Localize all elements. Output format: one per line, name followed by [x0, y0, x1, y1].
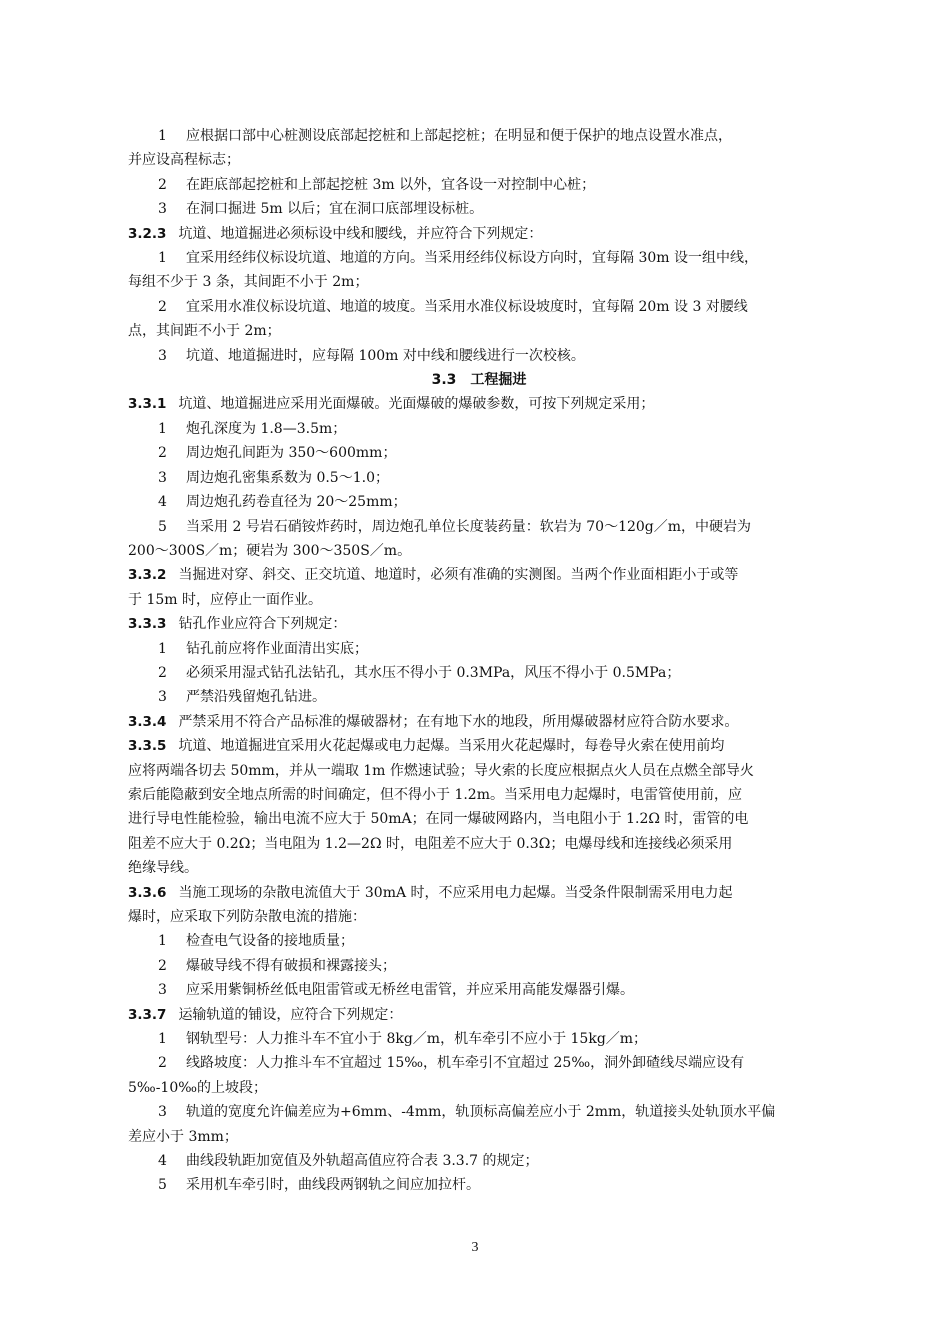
list-item	[128, 1051, 830, 1075]
clause	[128, 1003, 830, 1027]
clause	[128, 222, 830, 246]
clause	[128, 734, 830, 758]
clause	[128, 881, 830, 905]
item-number: 1	[158, 640, 167, 657]
item-number: 5	[158, 1177, 167, 1194]
item-number: 3	[158, 982, 167, 999]
item-number: 1	[158, 933, 167, 950]
continuation-line: 200～300S／m；硬岩为 300～350S／m。	[128, 542, 412, 559]
continuation-line: 并应设高程标志；	[128, 152, 240, 169]
section-title: 工程掘进	[470, 372, 527, 389]
clause-number: 3.3.5	[128, 738, 167, 755]
continuation-line: 进行导电性能检验，输出电流不应大于 50mA；在同一爆破网路内，当电阻小于 1.2Ω 时，雷管的电	[128, 811, 749, 828]
item-number: 2	[158, 445, 167, 462]
continuation-line: 5‰-10‰的上坡段；	[128, 1079, 268, 1096]
item-number: 2	[158, 957, 167, 974]
clause-text: 当掘进对穿、斜交、正交坑道、地道时，必须有准确的实测图。当两个作业面相距小于或等	[178, 567, 739, 584]
list-item	[128, 685, 830, 709]
item-number: 4	[158, 1153, 167, 1170]
continuation-line: 点，其间距不小于 2m；	[128, 323, 281, 340]
list-item	[128, 954, 830, 978]
clause-text: 钻孔作业应符合下列规定：	[178, 616, 347, 633]
item-text: 周边炮孔密集系数为 0.5～1.0；	[186, 469, 389, 486]
item-number: 3	[158, 469, 167, 486]
list-item	[128, 1100, 830, 1124]
document-body	[128, 124, 830, 1198]
list-item	[128, 295, 830, 319]
clause	[128, 563, 830, 587]
continuation-line: 阻差不应大于 0.2Ω；当电阻为 1.2—2Ω 时，电阻差不应大于 0.3Ω；电爆母线和连接线必须采用	[128, 835, 733, 852]
continuation-line: 差应小于 3mm；	[128, 1128, 238, 1145]
clause-number: 3.3.6	[128, 884, 167, 901]
list-item	[128, 929, 830, 953]
item-text: 爆破导线不得有破损和裸露接头；	[186, 957, 396, 974]
clause-number: 3.2.3	[128, 225, 167, 242]
clause-number: 3.3.3	[128, 616, 167, 633]
item-number: 3	[158, 689, 167, 706]
section-heading	[128, 368, 830, 392]
list-item	[128, 246, 830, 270]
list-item	[128, 124, 830, 148]
clause-number: 3.3.7	[128, 1006, 167, 1023]
item-text: 采用机车牵引时，曲线段两钢轨之间应加拉杆。	[186, 1177, 480, 1194]
item-text: 周边炮孔间距为 350～600mm；	[186, 445, 397, 462]
continuation-line: 每组不少于 3 条，其间距不小于 2m；	[128, 274, 369, 291]
list-item	[128, 490, 830, 514]
item-text: 钢轨型号：人力推斗车不宜小于 8kg／m，机车牵引不应小于 15kg／m；	[186, 1031, 648, 1048]
item-number: 2	[158, 1055, 167, 1072]
item-text: 宜采用经纬仪标设坑道、地道的方向。当采用经纬仪标设方向时，宜每隔 30m 设一组中线，	[186, 250, 758, 267]
list-item	[128, 1027, 830, 1051]
item-text: 必须采用湿式钻孔法钻孔，其水压不得小于 0.3MPa，风压不得小于 0.5MPa；	[186, 664, 681, 681]
continuation-line: 应将两端各切去 50mm，并从一端取 1m 作燃速试验；导火索的长度应根据点火人员在点燃全部导火	[128, 762, 754, 779]
page-number: 3	[471, 1240, 479, 1255]
clause-text: 坑道、地道掘进宜采用火花起爆或电力起爆。当采用火花起爆时，每卷导火索在使用前均	[178, 738, 725, 755]
clause-text: 严禁采用不符合产品标准的爆破器材；在有地下水的地段，所用爆破器材应符合防水要求。	[178, 713, 739, 730]
section-number: 3.3	[431, 372, 457, 389]
continuation-line: 索后能隐蔽到安全地点所需的时间确定，但不得小于 1.2m。当采用电力起爆时，电雷管使用前，应	[128, 786, 742, 803]
list-item	[128, 1149, 830, 1173]
list-item	[128, 173, 830, 197]
item-text: 在洞口掘进 5m 以后；宜在洞口底部埋设标桩。	[186, 201, 484, 218]
item-number: 1	[158, 1031, 167, 1048]
list-item	[128, 661, 830, 685]
list-item	[128, 466, 830, 490]
item-text: 宜采用水准仪标设坑道、地道的坡度。当采用水准仪标设坡度时，宜每隔 20m 设 3 对腰线	[186, 298, 748, 315]
list-item	[128, 978, 830, 1002]
item-number: 1	[158, 250, 167, 267]
continuation-line: 绝缘导线。	[128, 860, 198, 877]
item-number: 3	[158, 347, 167, 364]
clause-text: 运输轨道的铺设，应符合下列规定：	[178, 1006, 403, 1023]
item-number: 1	[158, 420, 167, 437]
clause-text: 坑道、地道掘进必须标设中线和腰线，并应符合下列规定：	[178, 225, 543, 242]
continuation-line: 爆时，应采取下列防杂散电流的措施：	[128, 909, 366, 925]
item-text: 检查电气设备的接地质量；	[186, 933, 354, 950]
item-number: 2	[158, 664, 167, 681]
clause-number: 3.3.1	[128, 396, 167, 413]
item-text: 严禁沿残留炮孔钻进。	[186, 689, 326, 706]
clause-text: 坑道、地道掘进应采用光面爆破。光面爆破的爆破参数，可按下列规定采用；	[178, 396, 655, 413]
list-item	[128, 1173, 830, 1197]
clause	[128, 710, 830, 734]
list-item	[128, 417, 830, 441]
item-text: 钻孔前应将作业面清出实底；	[186, 640, 368, 657]
item-number: 1	[158, 128, 167, 144]
list-item	[128, 441, 830, 465]
item-text: 坑道、地道掘进时，应每隔 100m 对中线和腰线进行一次校核。	[186, 347, 585, 364]
item-text: 周边炮孔药卷直径为 20～25mm；	[186, 494, 407, 511]
item-text: 轨道的宽度允许偏差应为+6mm、-4mm，轨顶标高偏差应小于 2mm，轨道接头处轨顶水平偏	[186, 1104, 776, 1121]
continuation-line: 于 15m 时，应停止一面作业。	[128, 591, 322, 608]
item-number: 3	[158, 201, 167, 218]
item-text: 应采用紫铜桥丝低电阻雷管或无桥丝电雷管，并应采用高能发爆器引爆。	[186, 982, 634, 999]
item-text: 应根据口部中心桩测设底部起挖桩和上部起挖桩；在明显和便于保护的地点设置水准点，	[186, 128, 732, 144]
item-number: 5	[158, 518, 167, 535]
item-text: 在距底部起挖桩和上部起挖桩 3m 以外，宜各设一对控制中心桩；	[186, 176, 596, 193]
item-text: 曲线段轨距加宽值及外轨超高值应符合表 3.3.7 的规定；	[186, 1153, 539, 1170]
clause	[128, 392, 830, 416]
item-text: 炮孔深度为 1.8—3.5m；	[186, 420, 347, 437]
item-text: 当采用 2 号岩石硝铵炸药时，周边炮孔单位长度装药量：软岩为 70～120g／m，中硬岩为	[186, 518, 752, 535]
item-number: 4	[158, 494, 167, 511]
item-text: 线路坡度：人力推斗车不宜超过 15‰，机车牵引不宜超过 25‰，洞外卸碴线尽端应设有	[186, 1055, 745, 1072]
list-item	[128, 197, 830, 221]
item-number: 2	[158, 176, 167, 193]
list-item	[128, 637, 830, 661]
clause-text: 当施工现场的杂散电流值大于 30mA 时，不应采用电力起爆。当受条件限制需采用电力起	[178, 884, 733, 901]
clause-number: 3.3.4	[128, 713, 167, 730]
list-item	[128, 515, 830, 539]
item-number: 3	[158, 1104, 167, 1121]
clause	[128, 612, 830, 636]
list-item	[128, 344, 830, 368]
clause-number: 3.3.2	[128, 567, 167, 584]
item-number: 2	[158, 298, 167, 315]
